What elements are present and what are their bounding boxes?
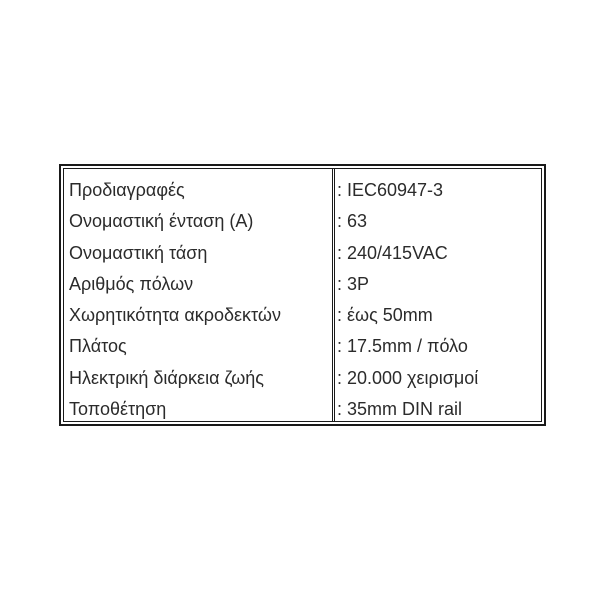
spec-value: : 240/415VAC <box>337 242 448 263</box>
spec-label: Ηλεκτρική διάρκεια ζωής <box>69 367 264 388</box>
spec-label: Τοποθέτηση <box>69 399 167 420</box>
spec-label: Ονομαστική ένταση (A) <box>69 211 254 232</box>
spec-label: Χωρητικότητα ακροδεκτών <box>69 305 281 326</box>
spec-label: Πλάτος <box>69 336 127 357</box>
spec-value: : 63 <box>337 211 368 232</box>
spec-value: : έως 50mm <box>337 305 433 326</box>
spec-label: Προδιαγραφές <box>69 180 185 200</box>
spec-table <box>59 164 546 426</box>
spec-value: : 17.5mm / πόλο <box>337 336 468 357</box>
spec-row-electrical-life <box>64 363 541 394</box>
spec-table-inner-border <box>63 168 542 422</box>
spec-row-mounting <box>64 394 541 425</box>
spec-rows <box>64 175 541 425</box>
spec-value: : IEC60947-3 <box>337 180 444 200</box>
spec-label: Ονομαστική τάση <box>69 242 208 263</box>
spec-value: : 20.000 χειρισμοί <box>337 367 479 388</box>
spec-row-terminal-capacity <box>64 300 541 331</box>
spec-row-poles <box>64 269 541 300</box>
spec-row-rated-voltage <box>64 238 541 269</box>
spec-label: Αριθμός πόλων <box>69 273 194 294</box>
spec-row-standard <box>64 175 541 206</box>
spec-value: : 35mm DIN rail <box>337 399 463 420</box>
spec-row-rated-current <box>64 206 541 237</box>
spec-row-width <box>64 331 541 362</box>
spec-value: : 3P <box>337 273 370 294</box>
